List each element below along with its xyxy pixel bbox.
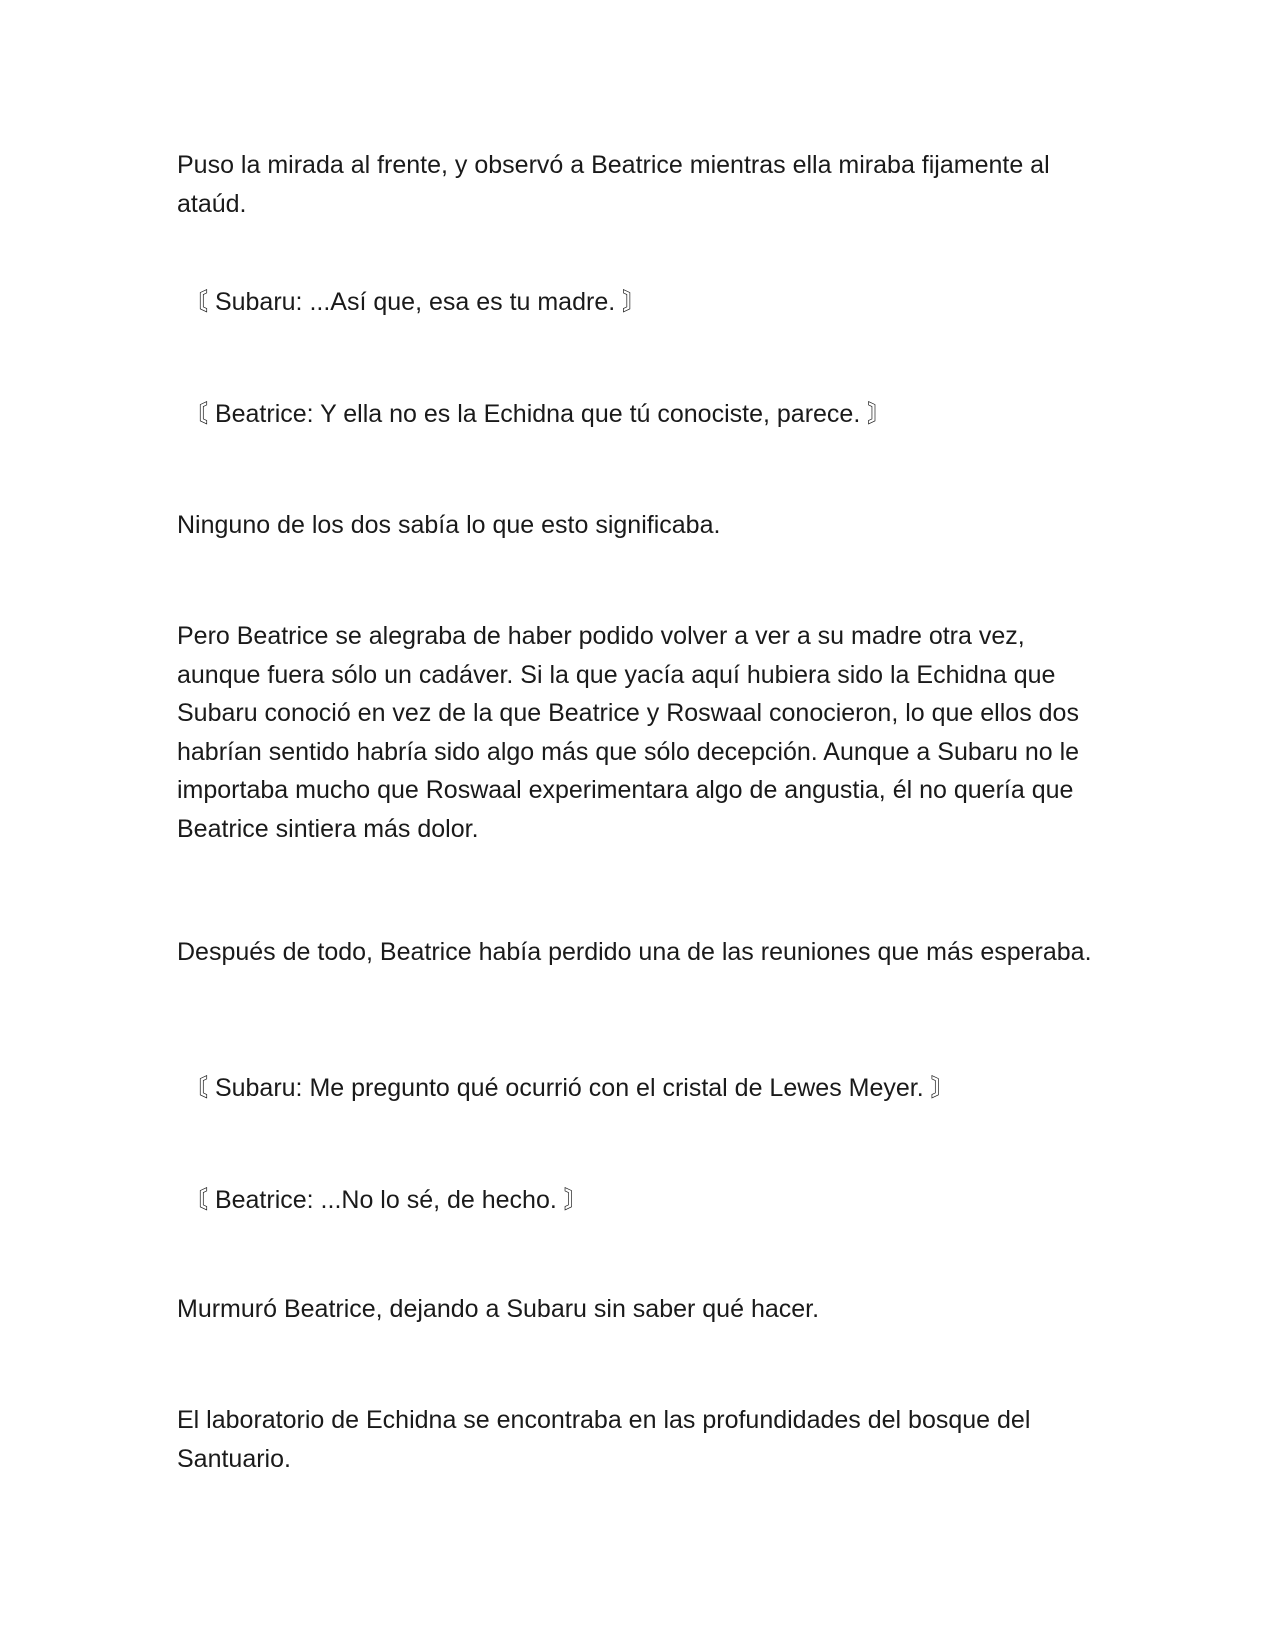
dialogue-subaru-2: 〘 Subaru: Me pregunto qué ocurrió con el cristal de Lewes Meyer. 〙 (183, 1074, 956, 1102)
paragraph-narration-4: Después de todo, Beatrice había perdido una de las reuniones que más esperaba. (177, 938, 1092, 966)
paragraph-narration-6: El laboratorio de Echidna se encontraba en las profundidades del bosque del Santuario. (177, 1406, 1031, 1473)
paragraph-narration-2: Ninguno de los dos sabía lo que esto significaba. (177, 511, 721, 539)
dialogue-beatrice-1: 〘 Beatrice: Y ella no es la Echidna que tú conociste, parece. 〙 (183, 400, 893, 428)
paragraph-narration-5: Murmuró Beatrice, dejando a Subaru sin saber qué hacer. (177, 1295, 820, 1323)
dialogue-beatrice-2: 〘 Beatrice: ...No lo sé, de hecho. 〙 (183, 1186, 589, 1214)
paragraph-narration-3: Pero Beatrice se alegraba de haber podido volver a ver a su madre otra vez, aunque fuera sólo un cadáver. Si la que yacía aquí hubiera sido la Echidna que Subaru conoció en vez de la que Beatrice y Roswaal conocieron, lo que ellos dos habrían sentido habría sido algo más que sólo decepción. Aunque a Subaru no le importaba mucho que Roswaal experimentara algo de angustia, él no quería que Beatrice sintiera más dolor. (177, 622, 1080, 843)
paragraph-narration-1: Puso la mirada al frente, y observó a Beatrice mientras ella miraba fijamente al ataúd. (177, 151, 1050, 218)
dialogue-subaru-1: 〘 Subaru: ...Así que, esa es tu madre. 〙 (183, 288, 648, 316)
